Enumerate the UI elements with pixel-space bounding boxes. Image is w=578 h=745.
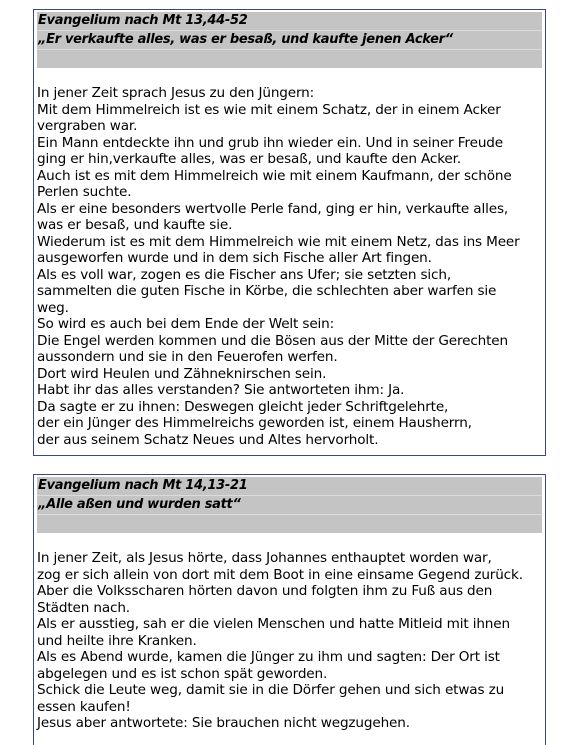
text-line: ging er hin,verkaufte alles, was er besaß, und kaufte den Acker. (37, 151, 462, 167)
text-line: In jener Zeit sprach Jesus zu den Jüngern: (37, 85, 315, 101)
reading-text-1 (34, 85, 545, 448)
reading-block-1 (33, 9, 546, 456)
reading-title-2: Evangelium nach Mt 14,13-21 (37, 477, 542, 496)
text-line: Ein Mann entdeckte ihn und grub ihn wieder ein. Und in seiner Freude (37, 134, 503, 151)
text-line: Aber die Volksscharen hörten davon und folgten ihm zu Fuß aus den (37, 583, 493, 599)
text-line: weg. (37, 299, 69, 316)
reading-header-2 (37, 477, 542, 533)
text-line: sammelten die guten Fische in Körbe, die schlechten aber warfen sie (37, 283, 497, 299)
text-line: Als er eine besonders wertvolle Perle fand, ging er hin, verkaufte alles, (37, 200, 509, 217)
text-line: Da sagte er zu ihnen: Deswegen gleicht jeder Schriftgelehrte, (37, 398, 449, 415)
text-line: abgelegen und es ist schon spät geworden. (37, 665, 328, 682)
text-line: Als es voll war, zogen es die Fischer ans Ufer; sie setzten sich, (37, 266, 451, 283)
text-line: Perlen suchte. (37, 184, 132, 200)
text-line: Als er ausstieg, sah er die vielen Menschen und hatte Mitleid mit ihnen (37, 616, 510, 632)
text-line: der ein Jünger des Himmelreichs geworden ist, einem Hausherrn, (37, 415, 472, 431)
text-line: Habt ihr das alles verstanden? Sie antworteten ihm: Ja. (37, 382, 405, 398)
text-line: Auch ist es mit dem Himmelreich wie mit einem Kaufmann, der schöne (37, 167, 512, 184)
header-spacer-1 (37, 50, 542, 68)
reading-text-2 (34, 550, 545, 732)
reading-title-1: Evangelium nach Mt 13,44-52 (37, 12, 542, 31)
header-spacer-2 (37, 515, 542, 533)
reading-subtitle-2: „Alle aßen und wurden satt“ (37, 496, 542, 515)
text-line: der aus seinem Schatz Neues und Altes hervorholt. (37, 431, 379, 448)
reading-block-2 (33, 474, 546, 745)
text-line: Städten nach. (37, 599, 130, 616)
text-line: Jesus aber antwortete: Sie brauchen nicht wegzugehen. (37, 715, 410, 731)
text-line: essen kaufen! (37, 698, 131, 715)
reading-header-1 (37, 12, 542, 68)
text-line: Als es Abend wurde, kamen die Jünger zu ihm und sagten: Der Ort ist (37, 649, 500, 665)
text-line: So wird es auch bei dem Ende der Welt sein: (37, 316, 335, 332)
text-line: Mit dem Himmelreich ist es wie mit einem Schatz, der in einem Acker (37, 101, 501, 118)
text-line: was er besaß, und kaufte sie. (37, 217, 233, 233)
text-line: Die Engel werden kommen und die Bösen aus der Mitte der Gerechten (37, 332, 508, 349)
text-line: aussondern und sie in den Feuerofen werfen. (37, 349, 338, 365)
text-line: und heilte ihre Kranken. (37, 632, 197, 649)
text-line: In jener Zeit, als Jesus hörte, dass Johannes enthauptet worden war, (37, 550, 492, 566)
text-line: Schick die Leute weg, damit sie in die Dörfer gehen und sich etwas zu (37, 682, 505, 698)
text-line: ausgeworfen wurde und in dem sich Fische aller Art fingen. (37, 250, 432, 266)
text-line: vergraben war. (37, 118, 138, 134)
text-line: zog er sich allein von dort mit dem Boot in eine einsame Gegend zurück. (37, 566, 523, 583)
reading-subtitle-1: „Er verkaufte alles, was er besaß, und kaufte jenen Acker“ (37, 31, 542, 50)
text-line: Wiederum ist es mit dem Himmelreich wie mit einem Netz, das ins Meer (37, 233, 520, 250)
text-line: Dort wird Heulen und Zähneknirschen sein. (37, 365, 327, 382)
